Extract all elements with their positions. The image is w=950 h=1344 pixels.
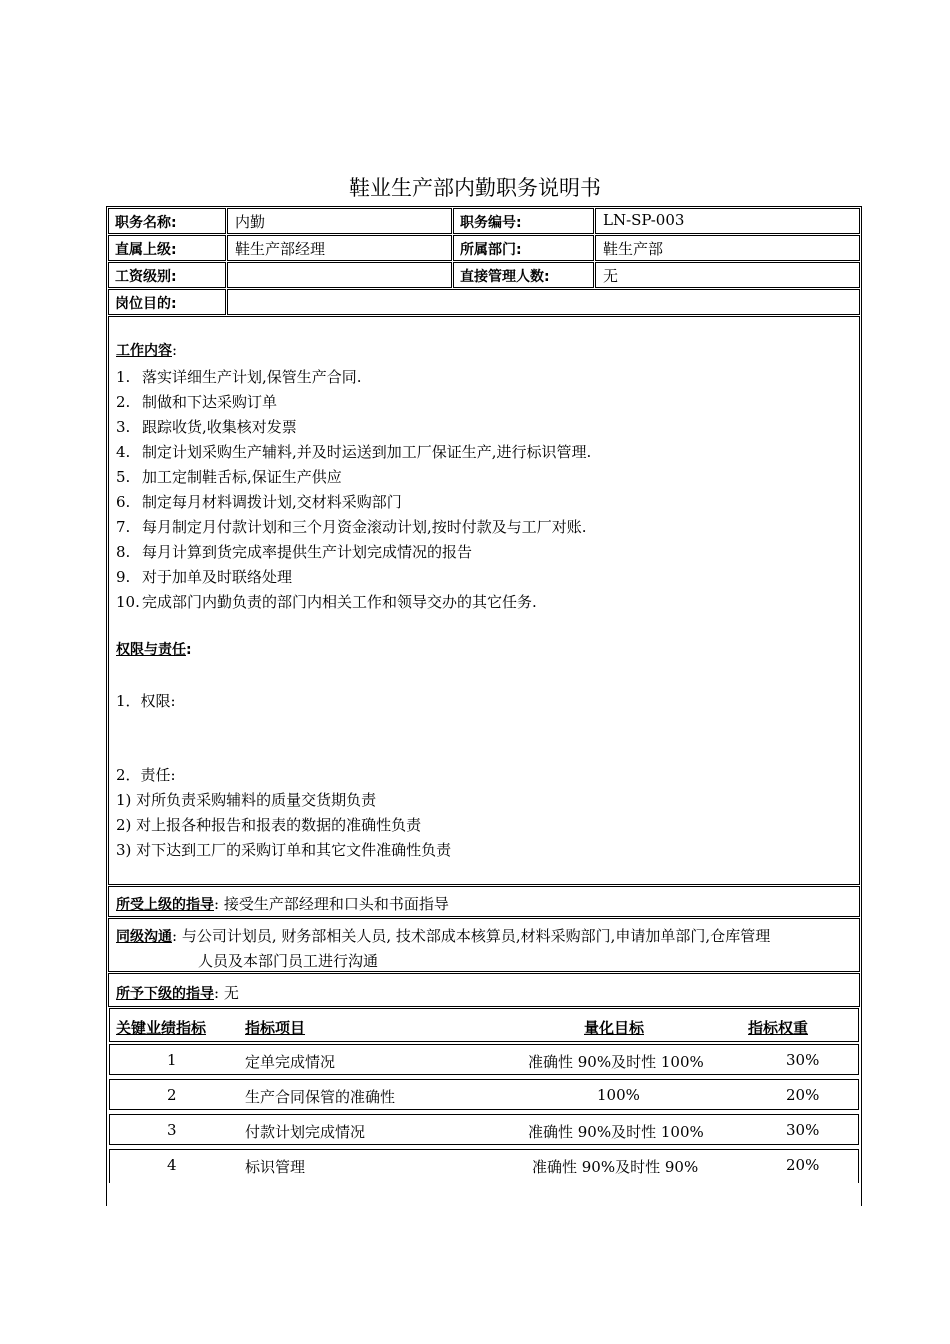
direct-reports-label: 直接管理人数: (460, 269, 550, 285)
guidance-from-label: 所受上级的指导 (116, 897, 214, 913)
work-content-title: 工作内容 (116, 343, 172, 359)
list-item-number: 3. (116, 418, 131, 436)
peer-communication-value: : 与公司计划员, 财务部相关人员, 技术部成本核算员,材料采购部门,申请加单部门,仓库管理 (172, 927, 771, 945)
kpi-header-item: 指标项目 (245, 1019, 306, 1037)
info-value-cell (227, 262, 452, 288)
list-item (116, 541, 472, 562)
list-item (116, 591, 537, 612)
kpi-row-weight: 20% (786, 1156, 820, 1174)
info-value-cell (227, 289, 860, 315)
list-item (116, 516, 587, 537)
list-item (116, 416, 297, 437)
kpi-row-item: 付款计划完成情况 (245, 1123, 366, 1141)
list-item-text: 落实详细生产计划,保管生产合同. (142, 368, 362, 386)
list-item-number: 5. (116, 468, 131, 486)
table-row (109, 1149, 859, 1183)
list-item (116, 391, 277, 412)
job-code-label: 职务编号: (460, 215, 522, 231)
department-label: 所属部门: (460, 242, 522, 258)
kpi-row-target: 准确性 90%及时性 100% (528, 1123, 704, 1141)
kpi-row-target: 100% (597, 1086, 640, 1104)
duty-item: 1) 对所负责采购辅料的质量交货期负责 (116, 791, 377, 809)
position-purpose-label: 岗位目的: (115, 296, 177, 312)
guidance-to-text (116, 982, 239, 1003)
salary-grade-label: 工资级别: (115, 269, 177, 285)
list-item (116, 366, 362, 387)
kpi-row-item: 定单完成情况 (245, 1053, 336, 1071)
work-content-heading (116, 340, 177, 360)
guidance-from-text (116, 893, 449, 914)
list-item-number: 10. (116, 593, 140, 611)
list-item-text: 完成部门内勤负责的部门内相关工作和领导交办的其它任务. (142, 593, 537, 611)
kpi-row-weight: 30% (786, 1051, 820, 1069)
direct-superior-value: 鞋生产部经理 (235, 240, 326, 258)
list-item-text: 每月制定月付款计划和三个月资金滚动计划,按时付款及与工厂对账. (142, 518, 587, 536)
peer-communication-label: 同级沟通 (116, 929, 172, 945)
direct-reports-value: 无 (603, 267, 619, 285)
list-item-number: 6. (116, 493, 131, 511)
table-row (109, 1079, 859, 1110)
document-title: 鞋业生产部内勤职务说明书 (349, 176, 601, 200)
kpi-row-target: 准确性 90%及时性 100% (528, 1053, 704, 1071)
authority-title: 权限与责任 (116, 642, 186, 658)
info-value-cell (595, 262, 860, 288)
list-item (116, 466, 342, 487)
guidance-to-value: : 无 (214, 984, 239, 1002)
kpi-row-number: 1 (167, 1051, 177, 1069)
list-item-text: 跟踪收货,收集核对发票 (142, 418, 297, 436)
guidance-to-label: 所予下级的指导 (116, 986, 214, 1002)
authority-heading (116, 639, 192, 659)
list-item-number: 7. (116, 518, 131, 536)
kpi-row-weight: 20% (786, 1086, 820, 1104)
list-item (116, 491, 402, 512)
list-item-number: 8. (116, 543, 131, 561)
guidance-from-value: : 接受生产部经理和口头和书面指导 (214, 895, 449, 913)
list-item-text: 对于加单及时联络处理 (142, 568, 293, 586)
direct-superior-label: 直属上级: (115, 242, 177, 258)
list-item-text: 每月计算到货完成率提供生产计划完成情况的报告 (142, 543, 473, 561)
kpi-row-weight: 30% (786, 1121, 820, 1139)
table-row (109, 1044, 859, 1075)
list-item (116, 566, 292, 587)
list-item-text: 制定计划采购生产辅料,并及时运送到加工厂保证生产,进行标识管理. (142, 443, 592, 461)
rights-label: 1．权限: (116, 692, 176, 710)
kpi-row-item: 标识管理 (245, 1158, 306, 1176)
duty-item: 3) 对下达到工厂的采购订单和其它文件准确性负责 (116, 841, 452, 859)
list-item-number: 9. (116, 568, 131, 586)
kpi-row-item: 生产合同保管的准确性 (245, 1088, 396, 1106)
job-title-label: 职务名称: (115, 215, 177, 231)
kpi-header-target: 量化目标 (584, 1019, 645, 1037)
list-item-text: 制定每月材料调拨计划,交材料采购部门 (142, 493, 402, 511)
kpi-row-number: 3 (167, 1121, 177, 1139)
kpi-row-target: 准确性 90%及时性 90% (532, 1158, 699, 1176)
job-title-value: 内勤 (235, 213, 266, 231)
kpi-row-number: 4 (167, 1156, 177, 1174)
job-code-value: LN-SP-003 (603, 211, 685, 229)
duties-label: 2．责任: (116, 766, 176, 784)
list-item-number: 1. (116, 368, 131, 386)
kpi-header-weight: 指标权重 (748, 1019, 809, 1037)
duty-item: 2) 对上报各种报告和报表的数据的准确性负责 (116, 816, 422, 834)
list-item-number: 4. (116, 443, 131, 461)
work-content-colon: : (172, 341, 178, 359)
list-item (116, 441, 591, 462)
kpi-header-row (109, 1008, 859, 1042)
list-item-number: 2. (116, 393, 131, 411)
department-value: 鞋生产部 (603, 240, 664, 258)
kpi-row-number: 2 (167, 1086, 177, 1104)
table-row (109, 1114, 859, 1145)
list-item-text: 加工定制鞋舌标,保证生产供应 (142, 468, 342, 486)
peer-communication-text (116, 925, 770, 946)
kpi-header-indicator: 关键业绩指标 (116, 1019, 207, 1037)
list-item-text: 制做和下达采购订单 (142, 393, 278, 411)
authority-colon: : (186, 642, 192, 658)
peer-communication-continuation: 人员及本部门员工进行沟通 (198, 952, 379, 970)
